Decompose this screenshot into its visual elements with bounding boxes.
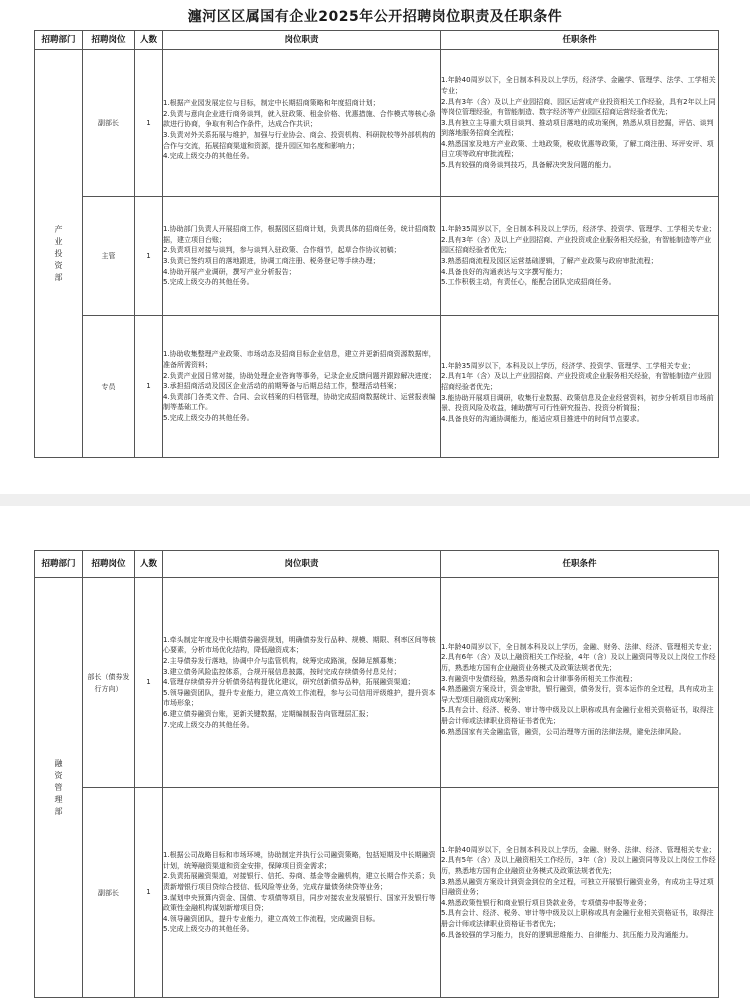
duty-line: 3.承担招商活动及园区企业活动的前期筹备与后期总结工作，整理活动档案；: [163, 382, 401, 391]
dept-name: 产业投资部: [54, 224, 63, 282]
duty-line: 5.领导融资团队，提升专业能力，建立高效工作流程，参与公司信用评级维护，提升资本市场形象；: [163, 688, 436, 708]
duty-line: 2.负责与意向企业进行商务谈判，就入驻政策、租金价格、优惠措施、合作模式等核心条款进行协商，争取有利合作条件，达成合作共识；: [163, 109, 436, 129]
table-row: [35, 316, 719, 458]
req-line: 2.具有3年（含）及以上产业园招商、产业投资或企业服务相关经验，有智能制造等产业园区招商经验者优先；: [441, 235, 712, 255]
duty-line: 2.负责产业园日常对接，协助处理企业咨询等事务，记录企业反馈问题并跟踪解决进度；: [163, 371, 436, 380]
count-cell: 1: [135, 788, 163, 998]
req-line: 3.熟悉招商流程及园区运营基础逻辑，了解产业政策与政府审批流程；: [441, 257, 658, 265]
duty-line: 2.负责拓展融资渠道，对接银行、信托、券商、基金等金融机构，建立长期合作关系；负责新增银行项目贷综合授信、低风险等业务，完成存量债务续贷等业务；: [163, 872, 436, 891]
req-line: 2.具有3年（含）及以上产业园招商、园区运营或产业投资相关工作经验，具有2年以上同等岗位管理经验，有智能制造、数字经济等产业园区招商运营经验者优先；: [441, 97, 716, 117]
duty-line: 4.负责部门各类文件、合同、会议档案的归档管理，协助完成招商数据统计、运营报表编制等基础工作。: [163, 392, 436, 412]
duty-line: 4.领导融资团队，提升专业能力，建立高效工作流程，完成融资目标。: [163, 914, 380, 923]
duty-line: 3.负责对外关系拓展与维护，加强与行业协会、商会、投资机构、科研院校等外部机构的合作与交流，拓展招商渠道和资源，提升园区知名度和影响力；: [163, 131, 436, 150]
position-cell: 副部长: [83, 788, 135, 998]
count-cell: 1: [135, 197, 163, 316]
document-page-2: [0, 506, 750, 1000]
duty-line: 3.负责已签约项目的落地跟进，协调工商注册、税务登记等手续办理；: [163, 257, 380, 265]
header-count: 人数: [135, 31, 163, 50]
req-line: 2.具有6年（含）及以上融资相关工作经验，4年（含）及以上融资同等及以上岗位工作经历，熟悉地方国有企业融资业务模式及政策法规者优先；: [441, 653, 716, 673]
duty-line: 1.牵头制定年度及中长期债券融资规划，明确债券发行品种、规模、期限、利率区间等核心要素，分析市场优化结构，降低融资成本；: [163, 635, 436, 655]
duties-cell: [163, 578, 441, 788]
document-page-1: [0, 0, 750, 494]
duty-line: 4.协助开展产业调研，撰写产业分析报告；: [163, 267, 296, 276]
duty-line: 3.建立债务风险监控体系，合规开展信息披露，按时完成存续债务付息兑付；: [163, 667, 401, 676]
table-row: [35, 197, 719, 316]
req-line: 1.年龄40周岁以下，全日制本科及以上学历，金融、财务、法律、经济、管理相关专业；: [441, 845, 716, 854]
req-line: 3.有融资中发债经验，熟悉券商和会计律事务所相关工作流程；: [441, 674, 637, 683]
duty-line: 7.完成上级交办的其他任务。: [163, 720, 254, 729]
duty-line: 4.完成上级交办的其他任务。: [163, 152, 254, 161]
table-header-row: [35, 551, 719, 578]
duty-line: 5.完成上级交办的其他任务。: [163, 413, 254, 422]
requirements-cell: [441, 50, 719, 197]
req-line: 5.工作积极主动，有责任心，能配合团队完成招商任务。: [441, 278, 616, 287]
req-line: 6.具备较强的学习能力，良好的逻辑思维能力、自律能力、抗压能力及沟通能力。: [441, 930, 693, 939]
header-count: 人数: [135, 551, 163, 578]
req-line: 1.年龄35周岁以下，全日制本科及以上学历，经济学、投资学、管理学、工学相关专业；: [441, 225, 716, 234]
count-cell: 1: [135, 316, 163, 458]
req-line: 1.年龄40周岁以下，全日制本科及以上学历，经济学、金融学、管理学、法学、工学相关专业；: [441, 76, 716, 95]
duties-cell: [163, 316, 441, 458]
header-dept: 招聘部门: [35, 31, 83, 50]
header-position: 招聘岗位: [83, 551, 135, 578]
count-cell: 1: [135, 578, 163, 788]
requirements-cell: [441, 316, 719, 458]
table-row: [35, 578, 719, 788]
dept-cell: [35, 578, 83, 998]
req-line: 3.具有独立主导重大项目谈判、推动项目落地的成功案例，熟悉从项目挖掘，评估、谈判到落地服务招商全流程；: [441, 118, 714, 138]
duty-line: 2.负责项目对接与谈判，参与谈判入驻政策、合作细节，起草合作协议初稿；: [163, 246, 401, 255]
req-line: 5.具有较强的商务谈判技巧，具备解决突发问题的能力。: [441, 161, 616, 170]
duty-line: 3.谋划申央预算内资金、国债、专项债等项目，同步对接农业发展银行、国家开发银行等政策性金融机构谋划新增项目贷；: [163, 893, 436, 913]
duty-line: 2.主导债券发行落地，协调中介与监管机构，统筹完成路演，保障足额募集；: [163, 657, 401, 666]
header-dept: 招聘部门: [35, 551, 83, 578]
header-position: 招聘岗位: [83, 31, 135, 50]
req-line: 4.熟悉政策性银行和商业银行项目贷款业务，专项债券申报等业务；: [441, 898, 651, 907]
req-line: 1.年龄40周岁以下，全日制本科及以上学历，金融、财务、法律、经济、管理相关专业；: [441, 642, 716, 651]
dept-cell: [35, 50, 83, 458]
duty-line: 1.协助收集整理产业政策、市场动态及招商目标企业信息，建立并更新招商资源数据库，准备所需资料；: [163, 350, 436, 370]
position-cell: 专员: [83, 316, 135, 458]
recruitment-table-1: [34, 30, 719, 458]
req-line: 4.熟悉国家及地方产业政策、土地政策，税收优惠等政策，了解工商注册、环评安评、项目立项等政府审批流程；: [441, 139, 714, 159]
req-line: 6.熟悉国家有关金融监管，融资，公司治理等方面的法律法规，避免法律风险。: [441, 727, 686, 736]
req-line: 2.具有5年（含）及以上融资相关工作经历，3年（含）及以上融资同等及以上岗位工作经历，熟悉地方国有企业融资业务模式及政策法规者优先；: [441, 856, 716, 876]
position-cell: 主管: [83, 197, 135, 316]
table-row: [35, 788, 719, 998]
req-line: 4.熟悉融资方案设计，资金审批，银行融资，债务发行，资本运作的全过程，具有成功主导大型项目融资成功案例；: [441, 685, 714, 704]
duties-cell: [163, 788, 441, 998]
requirements-cell: [441, 197, 719, 316]
requirements-cell: [441, 788, 719, 998]
duty-line: 4.管理存续债券并分析债务结构提优化建议，研究创新债券品种，拓展融资渠道；: [163, 678, 415, 687]
document-title: 瀍河区区属国有企业2025年公开招聘岗位职责及任职条件: [187, 9, 563, 25]
recruitment-table-2: [34, 550, 719, 998]
duties-cell: [163, 50, 441, 197]
duty-line: 5.完成上级交办的其他任务。: [163, 278, 254, 287]
duty-line: 6.建立债券融资台账，更新关键数据，定期编制报告向管理层汇报；: [163, 709, 373, 718]
duties-cell: [163, 197, 441, 316]
req-line: 3.熟悉从融资方案设计到资金到位的全过程，可独立开展银行融资业务，有成功主导过项目融资业务；: [441, 877, 714, 897]
duty-line: 1.协助部门负责人开展招商工作，根据园区招商计划，负责具体的招商任务，统计招商数据，建立项目台账；: [163, 225, 436, 244]
position-cell: 部长（债券发行方向）: [83, 578, 135, 788]
dept-name: 融资管理部: [54, 758, 63, 816]
req-line: 4.具备良好的沟通协调能力，能适应项目推进中的时间节点要求。: [441, 414, 644, 423]
req-line: 4.具备良好的沟通表达与文字撰写能力；: [441, 267, 567, 276]
req-line: 5.具有会计、经济、税务、审计等中级及以上职称或具有金融行业相关资格证书，取得注册会计师或法律职业资格证书者优先；: [441, 909, 714, 928]
header-requirements: 任职条件: [441, 551, 719, 578]
req-line: 1.年龄35周岁以下，本科及以上学历，经济学、投资学、管理学、工学相关专业；: [441, 361, 695, 370]
header-duties: 岗位职责: [163, 551, 441, 578]
header-duties: 岗位职责: [163, 31, 441, 50]
req-line: 3.能协助开展项目调研，收集行业数据、政策信息及企业经营资料，初步分析项目市场前景、投资风险及收益，辅助撰写可行性研究报告、投资分析简报；: [441, 393, 714, 413]
duty-line: 1.根据产业园发展定位与目标，制定中长期招商策略和年度招商计划；: [163, 99, 380, 108]
header-requirements: 任职条件: [441, 31, 719, 50]
req-line: 2.具有1年（含）及以上产业园招商、产业投资或企业服务相关经验，有智能制造产业园招商经验者优先；: [441, 372, 712, 391]
req-line: 5.具有会计、经济、税务、审计等中级及以上职称或具有金融行业相关资格证书，取得注册会计师或法律职业资格证书者优先；: [441, 706, 714, 725]
requirements-cell: [441, 578, 719, 788]
position-cell: 副部长: [83, 50, 135, 197]
count-cell: 1: [135, 50, 163, 197]
table-row: [35, 50, 719, 197]
table-header-row: [35, 31, 719, 50]
duty-line: 1.根据公司战略目标和市场环境，协助制定并执行公司融资策略，包括短期及中长期融资计划，统筹融资渠道和资金安排，保障项目资金需求；: [163, 851, 436, 870]
duty-line: 5.完成上级交办的其他任务。: [163, 925, 254, 934]
